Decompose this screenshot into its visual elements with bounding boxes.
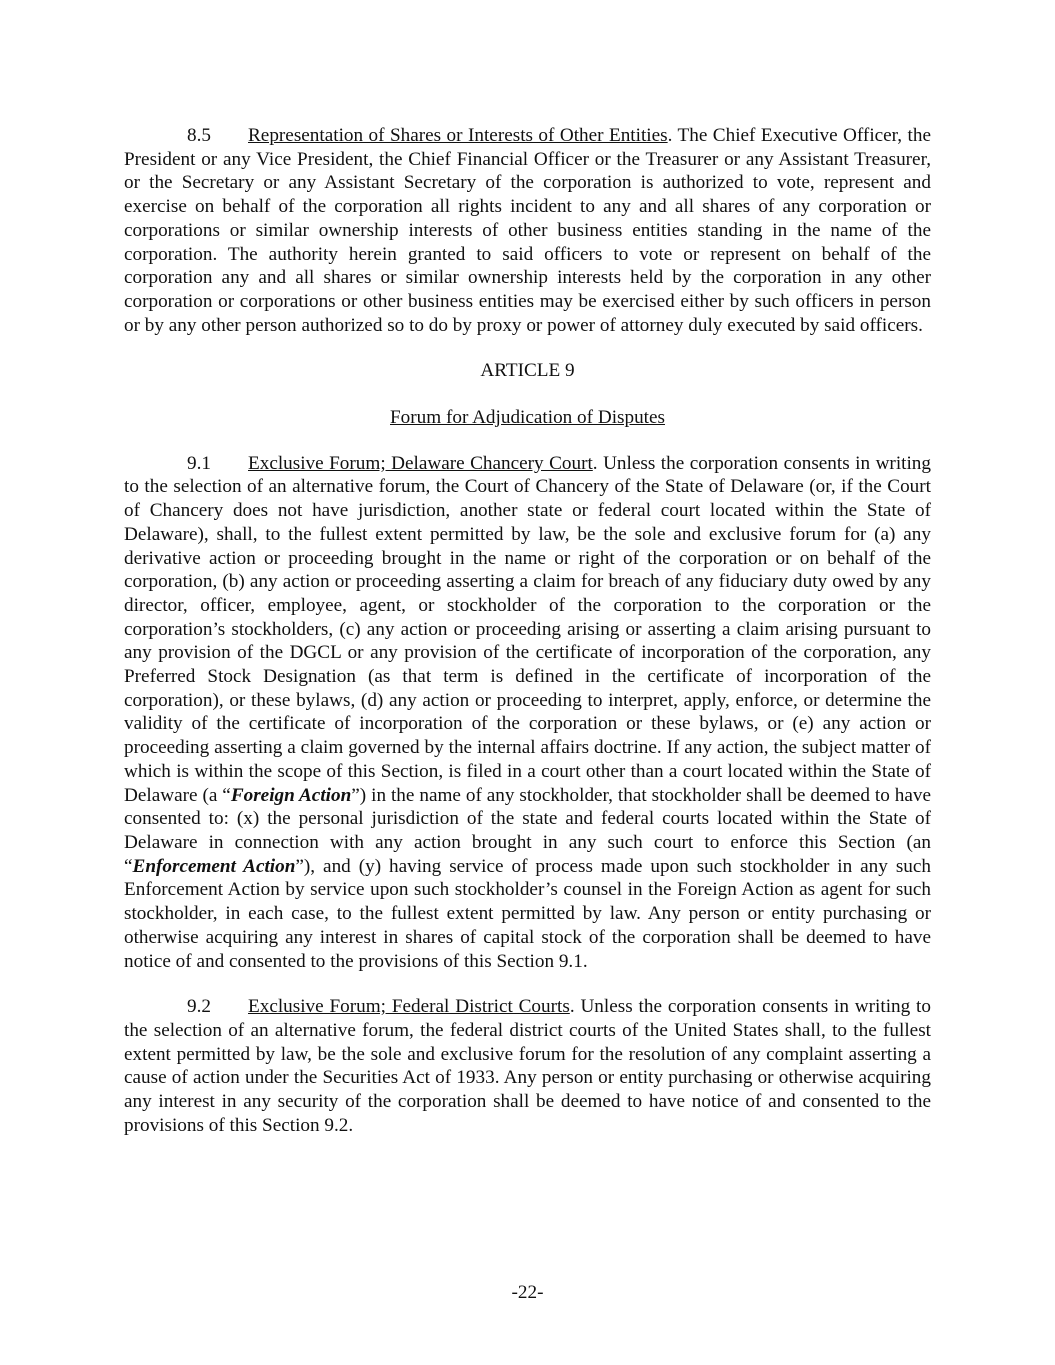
page-number: -22- [511, 1282, 544, 1303]
section-body: . The Chief Executive Officer, the President or any Vice President, the Chief Financial Officer or the Treasurer or any Assistant Treasurer, or the Secretary or any Assistant Secretary of the corporation is authorized to vote, represent and exercise on behalf of the corporation all rights incident to any and all shares of any corporation or corporations or similar ownership interests of other business entities standing in the name of the corporation. The authority herein granted to said officers to vote or represent on behalf of the corporation any and all shares or similar ownership interests held by the corporation in any other corporation or corporations or other business entities may be exercised either by such officers in person or by any other person authorized so to do by proxy or power of attorney duly executed by said officers. [124, 125, 931, 336]
section-body: . Unless the corporation consents in writing to the selection of an alternative forum, the Court of Chancery of the State of Delaware (or, if the Court of Chancery does not have jurisdiction, another state or federal court located within the State of Delaware), shall, to the fullest extent permitted by law, be the sole and exclusive forum for (a) any derivative action or proceeding brought in the name or right of the corporation or on behalf of the corporation, (b) any action or proceeding asserting a claim for breach of any fiduciary duty owed by any director, officer, employee, agent, or stockholder of the corporation to the corporation or the corporation’s stockholders, (c) any action or proceeding arising or asserting a claim arising pursuant to any provision of the DGCL or any provision of the certificate of incorporation of the corporation, any Preferred Stock Designation (as that term is defined in the certificate of incorporation of the corporation), or these bylaws, (d) any action or proceeding to interpret, apply, enforce, or determine the validity of the certificate of incorporation of the corporation or these bylaws, or (e) any action or proceeding asserting a claim governed by the internal affairs doctrine. If any action, the subject matter of which is within the scope of this Section, is filed in a court other than a court located within the State of Delaware (a “ [124, 452, 931, 806]
section-9-1 [124, 452, 931, 973]
defined-term-foreign-action: Foreign Action [230, 784, 352, 806]
section-heading: Exclusive Forum; Delaware Chancery Court [248, 452, 593, 474]
section-number: 9.2 [187, 996, 211, 1018]
section-heading: Exclusive Forum; Federal District Courts [248, 996, 570, 1018]
article-label: ARTICLE 9 [480, 360, 575, 382]
section-number: 8.5 [187, 125, 211, 146]
article-title-text: Forum for Adjudication of Disputes [390, 407, 665, 429]
section-9-2 [124, 995, 931, 1137]
section-body: . Unless the corporation consents in writing to the selection of an alternative forum, the federal district courts of the United States shall, to the fullest extent permitted by law, be the sole and exclusive forum for the resolution of any complaint asserting a cause of action under the Securities Act of 1933. Any person or entity purchasing or otherwise acquiring any interest in any security of the corporation shall be deemed to have notice of and consented to the provisions of this Section 9.2. [124, 996, 931, 1136]
defined-term-enforcement-action: Enforcement Action [132, 855, 296, 877]
section-body: ”), and (y) having service of process made upon such stockholder in any such Enforcement Action by service upon such stockholder’s counsel in the Foreign Action as agent for such stockholder, in each case, to the fullest extent permitted by law. Any person or entity purchasing or otherwise acquiring any interest in shares of capital stock of the corporation shall be deemed to have notice of and consented to the provisions of this Section 9.1. [124, 855, 931, 972]
section-body: ”) in the name of any stockholder, that stockholder shall be deemed to have consented to: (x) the personal jurisdiction of the state and federal courts located within the State of Delaware in connection with any action brought in any such court to enforce this Section (an “ [124, 784, 932, 877]
section-8-5 [124, 124, 931, 337]
section-heading: Representation of Shares or Interests of Other Entities [248, 125, 668, 146]
section-number: 9.1 [187, 452, 211, 474]
article-title [124, 406, 931, 430]
document-page [124, 124, 931, 1137]
